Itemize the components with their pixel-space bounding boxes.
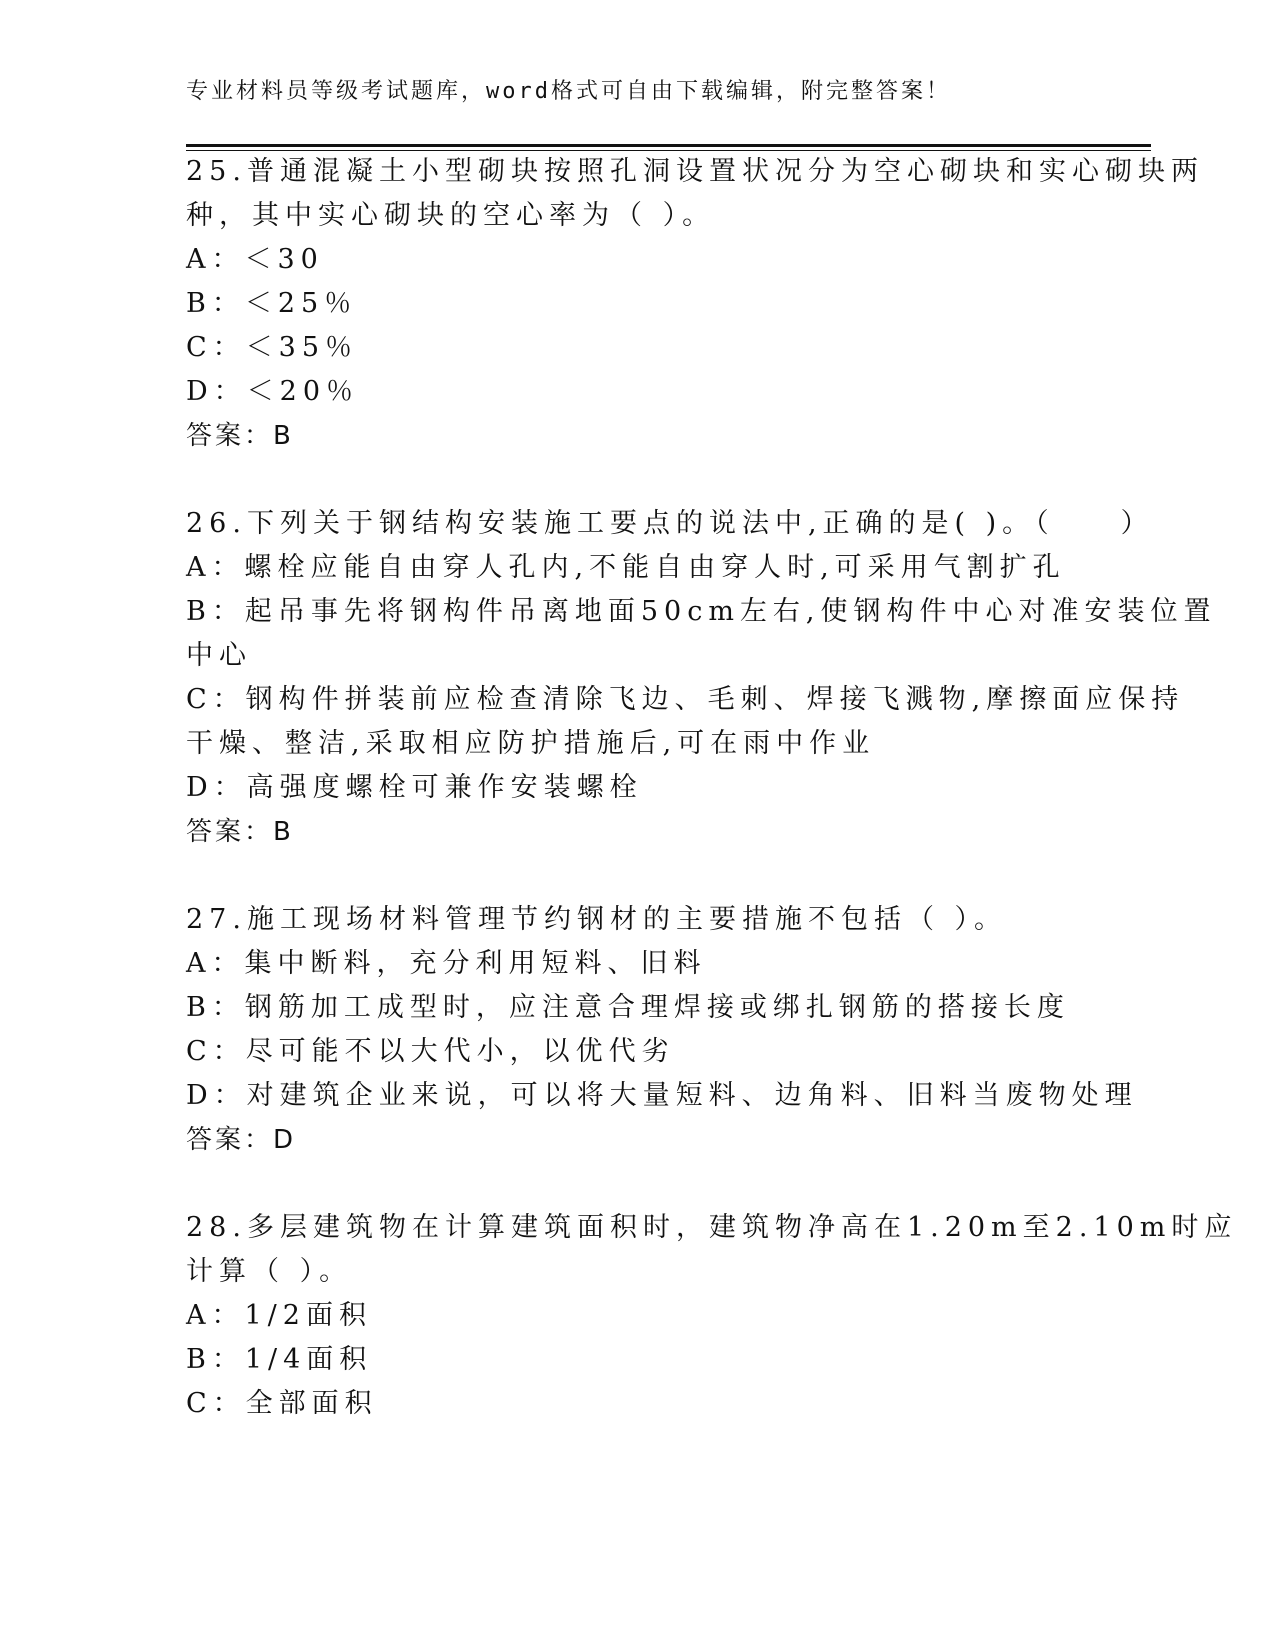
option-d: D：＜20％ <box>186 376 360 407</box>
option-b: B：1/4面积 <box>186 1344 373 1375</box>
option-c: C：尽可能不以大代小，以优代劣 <box>186 1036 675 1067</box>
option-c: C：＜35％ <box>186 332 359 363</box>
option-a: A：＜30 <box>186 244 324 275</box>
question-stem: 27.施工现场材料管理节约钢材的主要措施不包括（ ）。 <box>186 904 1008 935</box>
option-a: A：螺栓应能自由穿人孔内,不能自由穿人时,可采用气割扩孔 <box>186 552 1066 583</box>
page-header: 专业材料员等级考试题库，word格式可自由下载编辑，附完整答案！ <box>186 79 951 104</box>
option-d: D：高强度螺栓可兼作安装螺栓 <box>186 772 643 803</box>
question-stem: 种，其中实心砌块的空心率为（ ）。 <box>186 200 716 231</box>
question-stem: 28.多层建筑物在计算建筑面积时，建筑物净高在1.20m至2.10m时应 <box>186 1212 1238 1243</box>
question-stem: 计算（ ）。 <box>186 1256 353 1287</box>
option-b-continuation: 中心 <box>186 640 252 671</box>
answer: 答案：D <box>186 1125 297 1155</box>
option-c: C：全部面积 <box>186 1388 378 1419</box>
option-a: A：集中断料，充分利用短料、旧料 <box>186 948 707 979</box>
option-b: B：起吊事先将钢构件吊离地面50cm左右,使钢构件中心对准安装位置 <box>186 596 1217 627</box>
option-a: A：1/2面积 <box>186 1300 372 1331</box>
option-d: D：对建筑企业来说，可以将大量短料、边角料、旧料当废物处理 <box>186 1080 1138 1111</box>
option-c-continuation: 干燥、整洁,采取相应防护措施后,可在雨中作业 <box>186 728 876 759</box>
question-stem: 25.普通混凝土小型砌块按照孔洞设置状况分为空心砌块和实心砌块两 <box>186 156 1204 187</box>
option-b: B：＜25％ <box>186 288 358 319</box>
option-b: B：钢筋加工成型时，应注意合理焊接或绑扎钢筋的搭接长度 <box>186 992 1070 1023</box>
header-divider-thin <box>186 150 1151 151</box>
question-stem: 26.下列关于钢结构安装施工要点的说法中,正确的是( )。（ ） <box>186 508 1154 539</box>
answer: 答案：B <box>186 421 294 451</box>
option-c: C：钢构件拼装前应检查清除飞边、毛刺、焊接飞溅物,摩擦面应保持 <box>186 684 1185 715</box>
header-divider-thick <box>186 144 1151 147</box>
answer: 答案：B <box>186 817 294 847</box>
